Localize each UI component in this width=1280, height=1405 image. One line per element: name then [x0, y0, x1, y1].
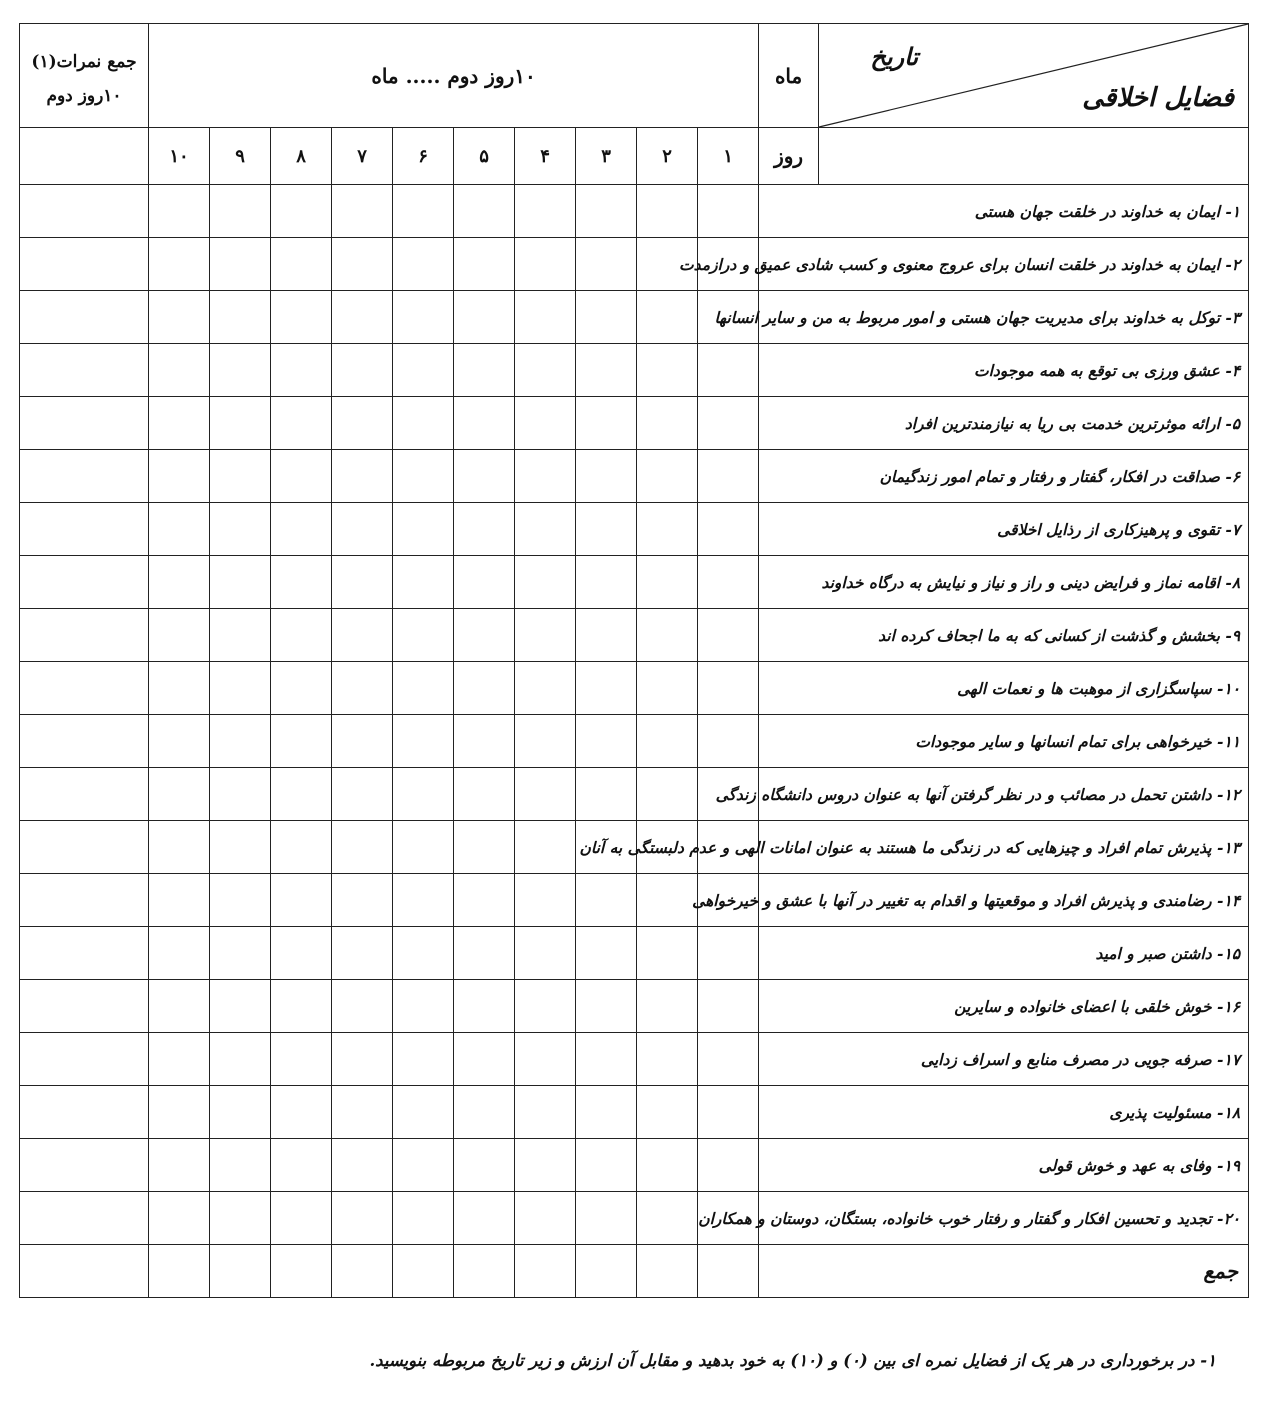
virtue-row	[20, 344, 1249, 397]
score-cell[interactable]	[210, 980, 271, 1033]
score-cell[interactable]	[393, 1139, 454, 1192]
score-cell[interactable]	[271, 768, 332, 821]
virtue-label: ۳- توکل به خداوند برای مدیریت جهان هستی و امور مربوط به من و سایر انسانها	[759, 291, 1249, 344]
score-cell[interactable]	[698, 662, 759, 715]
score-cell[interactable]	[698, 609, 759, 662]
score-cell[interactable]	[271, 609, 332, 662]
score-cell[interactable]	[332, 450, 393, 503]
row-sum-cell[interactable]	[20, 344, 149, 397]
score-cell[interactable]	[393, 1245, 454, 1298]
virtue-row	[20, 185, 1249, 238]
score-cell[interactable]	[637, 450, 698, 503]
score-cell[interactable]	[149, 1192, 210, 1245]
score-cell[interactable]	[332, 1192, 393, 1245]
score-cell[interactable]	[576, 450, 637, 503]
score-cell[interactable]	[271, 1033, 332, 1086]
day-number-header: ۹	[210, 128, 271, 185]
score-cell[interactable]	[637, 291, 698, 344]
virtue-label: ۵- ارائه موثرترین خدمت بی ریا به نیازمندترین افراد	[759, 397, 1249, 450]
score-cell[interactable]	[576, 503, 637, 556]
score-cell[interactable]	[576, 1139, 637, 1192]
score-cell[interactable]	[271, 291, 332, 344]
score-cell[interactable]	[149, 874, 210, 927]
score-cell[interactable]	[698, 185, 759, 238]
score-cell[interactable]	[210, 1192, 271, 1245]
row-sum-cell[interactable]	[20, 768, 149, 821]
score-cell[interactable]	[637, 874, 698, 927]
score-cell[interactable]	[454, 662, 515, 715]
virtue-label: ۲۰- تجدید و تحسین افکار و گفتار و رفتار خوب خانواده، بستگان، دوستان و همکاران	[759, 1192, 1249, 1245]
score-cell[interactable]	[454, 1033, 515, 1086]
score-cell[interactable]	[576, 344, 637, 397]
score-cell[interactable]	[637, 344, 698, 397]
score-cell[interactable]	[210, 715, 271, 768]
virtue-row	[20, 1139, 1249, 1192]
virtue-label: ۹- بخشش و گذشت از کسانی که به ما اجحاف کرده اند	[759, 609, 1249, 662]
score-cell[interactable]	[271, 185, 332, 238]
virtue-label: ۱- ایمان به خداوند در خلقت جهان هستی	[759, 185, 1249, 238]
virtue-row	[20, 291, 1249, 344]
score-cell[interactable]	[210, 1245, 271, 1298]
score-cell[interactable]	[393, 980, 454, 1033]
score-cell[interactable]	[454, 1245, 515, 1298]
score-cell[interactable]	[210, 238, 271, 291]
score-cell[interactable]	[576, 238, 637, 291]
score-cell[interactable]	[515, 821, 576, 874]
virtue-label: ۱۳- پذیرش تمام افراد و چیزهایی که در زندگی ما هستند به عنوان امانات الهی و عدم دلبستگی به آنان	[759, 821, 1249, 874]
score-cell[interactable]	[576, 291, 637, 344]
score-cell[interactable]	[271, 1139, 332, 1192]
day-number-header: ۲	[637, 128, 698, 185]
score-cell[interactable]	[576, 1086, 637, 1139]
score-cell[interactable]	[210, 927, 271, 980]
day-number-header: ۷	[332, 128, 393, 185]
score-cell[interactable]	[454, 1086, 515, 1139]
score-cell[interactable]	[149, 1139, 210, 1192]
score-cell[interactable]	[210, 1033, 271, 1086]
score-cell[interactable]	[210, 821, 271, 874]
score-cell[interactable]	[271, 238, 332, 291]
virtue-row	[20, 556, 1249, 609]
score-cell[interactable]	[393, 556, 454, 609]
score-cell[interactable]	[149, 980, 210, 1033]
score-cell[interactable]	[332, 1033, 393, 1086]
score-cell[interactable]	[576, 1033, 637, 1086]
virtue-label: ۱۸- مسئولیت پذیری	[759, 1086, 1249, 1139]
virtue-row	[20, 662, 1249, 715]
score-cell[interactable]	[637, 185, 698, 238]
total-label: جمع	[759, 1245, 1249, 1298]
score-cell[interactable]	[332, 980, 393, 1033]
score-cell[interactable]	[515, 927, 576, 980]
row-sum-cell[interactable]	[20, 662, 149, 715]
score-cell[interactable]	[698, 1245, 759, 1298]
row-sum-cell[interactable]	[20, 556, 149, 609]
score-cell[interactable]	[637, 397, 698, 450]
score-cell[interactable]	[149, 1086, 210, 1139]
score-cell[interactable]	[393, 185, 454, 238]
score-cell[interactable]	[698, 450, 759, 503]
score-cell[interactable]	[515, 450, 576, 503]
score-cell[interactable]	[515, 1086, 576, 1139]
score-cell[interactable]	[149, 662, 210, 715]
score-cell[interactable]	[271, 556, 332, 609]
score-cell[interactable]	[332, 344, 393, 397]
virtue-label: ۴- عشق ورزی بی توقع به همه موجودات	[759, 344, 1249, 397]
score-cell[interactable]	[149, 450, 210, 503]
score-cell[interactable]	[637, 927, 698, 980]
score-cell[interactable]	[454, 609, 515, 662]
row-sum-cell[interactable]	[20, 291, 149, 344]
sum-header-line1: جمع نمرات(۱)	[31, 51, 137, 72]
score-cell[interactable]	[576, 874, 637, 927]
row-sum-cell[interactable]	[20, 821, 149, 874]
score-cell[interactable]	[332, 397, 393, 450]
score-cell[interactable]	[271, 1245, 332, 1298]
score-cell[interactable]	[515, 344, 576, 397]
score-cell[interactable]	[515, 662, 576, 715]
row-sum-cell[interactable]	[20, 450, 149, 503]
virtue-label: ۷- تقوی و پرهیزکاری از رذایل اخلاقی	[759, 503, 1249, 556]
row-sum-cell[interactable]	[20, 874, 149, 927]
score-cell[interactable]	[210, 344, 271, 397]
score-cell[interactable]	[149, 768, 210, 821]
score-cell[interactable]	[454, 344, 515, 397]
score-cell[interactable]	[149, 344, 210, 397]
virtue-row	[20, 821, 1249, 874]
score-cell[interactable]	[454, 185, 515, 238]
score-cell[interactable]	[698, 1033, 759, 1086]
score-cell[interactable]	[637, 1086, 698, 1139]
header-row-1	[20, 24, 1249, 128]
score-cell[interactable]	[271, 1192, 332, 1245]
score-cell[interactable]	[271, 344, 332, 397]
sum-header-cell	[20, 24, 149, 128]
score-cell[interactable]	[332, 1139, 393, 1192]
virtue-row	[20, 397, 1249, 450]
score-cell[interactable]	[515, 609, 576, 662]
day-label: روز	[759, 128, 819, 185]
score-cell[interactable]	[393, 927, 454, 980]
days-title: ۱۰روز دوم ..... ماه	[149, 24, 759, 128]
score-cell[interactable]	[149, 291, 210, 344]
total-row	[20, 1245, 1249, 1298]
score-cell[interactable]	[698, 1086, 759, 1139]
score-cell[interactable]	[515, 556, 576, 609]
score-cell[interactable]	[393, 715, 454, 768]
score-cell[interactable]	[332, 1245, 393, 1298]
score-cell[interactable]	[637, 662, 698, 715]
row-sum-cell[interactable]	[20, 1139, 149, 1192]
score-cell[interactable]	[271, 1086, 332, 1139]
score-cell[interactable]	[271, 927, 332, 980]
score-cell[interactable]	[149, 715, 210, 768]
score-cell[interactable]	[454, 1139, 515, 1192]
score-cell[interactable]	[454, 397, 515, 450]
virtue-row	[20, 609, 1249, 662]
row-sum-cell[interactable]	[20, 397, 149, 450]
score-cell[interactable]	[149, 503, 210, 556]
score-cell[interactable]	[393, 291, 454, 344]
score-cell[interactable]	[393, 344, 454, 397]
score-cell[interactable]	[454, 1192, 515, 1245]
day-number-header: ۱۰	[149, 128, 210, 185]
score-cell[interactable]	[515, 185, 576, 238]
score-cell[interactable]	[393, 662, 454, 715]
score-cell[interactable]	[332, 556, 393, 609]
score-cell[interactable]	[393, 1192, 454, 1245]
score-cell[interactable]	[149, 927, 210, 980]
score-cell[interactable]	[698, 503, 759, 556]
virtue-label: ۱۰- سپاسگزاری از موهبت ها و نعمات الهی	[759, 662, 1249, 715]
virtue-row	[20, 1033, 1249, 1086]
row-sum-cell[interactable]	[20, 609, 149, 662]
score-cell[interactable]	[698, 715, 759, 768]
score-cell[interactable]	[332, 291, 393, 344]
row-sum-cell[interactable]	[20, 1192, 149, 1245]
score-cell[interactable]	[454, 556, 515, 609]
virtue-label: ۱۱- خیرخواهی برای تمام انسانها و سایر موجودات	[759, 715, 1249, 768]
diagonal-header-cell	[819, 24, 1249, 128]
virtue-label: ۱۵- داشتن صبر و امید	[759, 927, 1249, 980]
score-cell[interactable]	[210, 556, 271, 609]
row-sum-cell[interactable]	[20, 1033, 149, 1086]
score-cell[interactable]	[515, 874, 576, 927]
score-cell[interactable]	[576, 1245, 637, 1298]
score-cell[interactable]	[454, 291, 515, 344]
virtue-row	[20, 450, 1249, 503]
score-cell[interactable]	[576, 556, 637, 609]
score-cell[interactable]	[271, 450, 332, 503]
score-cell[interactable]	[454, 450, 515, 503]
virtues-table	[19, 23, 1249, 1298]
score-cell[interactable]	[515, 715, 576, 768]
score-cell[interactable]	[332, 185, 393, 238]
row-sum-cell[interactable]	[20, 927, 149, 980]
score-cell[interactable]	[210, 291, 271, 344]
score-cell[interactable]	[454, 927, 515, 980]
score-cell[interactable]	[332, 715, 393, 768]
row-sum-cell[interactable]	[20, 503, 149, 556]
score-cell[interactable]	[454, 821, 515, 874]
score-cell[interactable]	[393, 1086, 454, 1139]
day-number-header: ۴	[515, 128, 576, 185]
virtue-label: ۶- صداقت در افکار، گفتار و رفتار و تمام امور زندگیمان	[759, 450, 1249, 503]
score-cell[interactable]	[210, 503, 271, 556]
score-cell[interactable]	[698, 927, 759, 980]
virtue-row	[20, 980, 1249, 1033]
score-cell[interactable]	[515, 1033, 576, 1086]
score-cell[interactable]	[210, 609, 271, 662]
score-cell[interactable]	[576, 927, 637, 980]
date-label: تاریخ	[870, 42, 919, 71]
sum-column-cell[interactable]	[20, 128, 149, 185]
month-label: ماه	[759, 24, 819, 128]
score-cell[interactable]	[637, 1033, 698, 1086]
row-sum-cell[interactable]	[20, 1086, 149, 1139]
virtue-row	[20, 1086, 1249, 1139]
score-cell[interactable]	[637, 556, 698, 609]
score-cell[interactable]	[149, 609, 210, 662]
virtue-label: ۱۹- وفای به عهد و خوش قولی	[759, 1139, 1249, 1192]
footnote: ۱- در برخورداری در هر یک از فضایل نمره ای بین (۰) و (۱۰) به خود بدهید و مقابل آن ارزش و زیر تاریخ مربوطه بنویسید.	[369, 1351, 1216, 1370]
score-cell[interactable]	[454, 874, 515, 927]
virtue-row	[20, 715, 1249, 768]
virtue-label: ۱۴- رضامندی و پذیرش افراد و موقعیتها و اقدام به تغییر در آنها با عشق و خیرخواهی	[759, 874, 1249, 927]
score-cell[interactable]	[698, 980, 759, 1033]
virtue-label: ۲- ایمان به خداوند در خلقت انسان برای عروج معنوی و کسب شادی عمیق و درازمدت	[759, 238, 1249, 291]
virtues-sheet	[19, 23, 1248, 1370]
score-cell[interactable]	[393, 874, 454, 927]
virtue-row	[20, 1192, 1249, 1245]
score-cell[interactable]	[637, 768, 698, 821]
score-cell[interactable]	[210, 662, 271, 715]
score-cell[interactable]	[454, 238, 515, 291]
score-cell[interactable]	[637, 1139, 698, 1192]
score-cell[interactable]	[393, 397, 454, 450]
score-cell[interactable]	[332, 768, 393, 821]
score-cell[interactable]	[515, 503, 576, 556]
virtue-row	[20, 238, 1249, 291]
score-cell[interactable]	[454, 768, 515, 821]
score-cell[interactable]	[393, 609, 454, 662]
score-cell[interactable]	[332, 238, 393, 291]
score-cell[interactable]	[637, 980, 698, 1033]
score-cell[interactable]	[515, 1139, 576, 1192]
day-number-header: ۵	[454, 128, 515, 185]
score-cell[interactable]	[149, 397, 210, 450]
score-cell[interactable]	[515, 1245, 576, 1298]
row-sum-cell[interactable]	[20, 715, 149, 768]
score-cell[interactable]	[210, 874, 271, 927]
score-cell[interactable]	[454, 503, 515, 556]
virtue-row	[20, 768, 1249, 821]
score-cell[interactable]	[637, 609, 698, 662]
score-cell[interactable]	[698, 556, 759, 609]
score-cell[interactable]	[271, 715, 332, 768]
virtues-label: فضایل اخلاقی	[1082, 83, 1235, 113]
virtue-row	[20, 503, 1249, 556]
score-cell[interactable]	[271, 503, 332, 556]
score-cell[interactable]	[637, 503, 698, 556]
score-cell[interactable]	[454, 715, 515, 768]
virtue-label: ۱۶- خوش خلقی با اعضای خانواده و سایرین	[759, 980, 1249, 1033]
score-cell[interactable]	[515, 980, 576, 1033]
score-cell[interactable]	[393, 768, 454, 821]
score-cell[interactable]	[149, 821, 210, 874]
score-cell[interactable]	[210, 185, 271, 238]
virtue-label: ۱۲- داشتن تحمل در مصائب و در نظر گرفتن آنها به عنوان دروس دانشگاه زندگی	[759, 768, 1249, 821]
score-cell[interactable]	[576, 715, 637, 768]
score-cell[interactable]	[576, 397, 637, 450]
blank-under-diagonal	[819, 128, 1249, 185]
score-cell[interactable]	[149, 1033, 210, 1086]
score-cell[interactable]	[576, 980, 637, 1033]
score-cell[interactable]	[149, 238, 210, 291]
score-cell[interactable]	[393, 503, 454, 556]
score-cell[interactable]	[332, 503, 393, 556]
score-cell[interactable]	[393, 450, 454, 503]
score-cell[interactable]	[393, 821, 454, 874]
score-cell[interactable]	[332, 874, 393, 927]
score-cell[interactable]	[576, 609, 637, 662]
score-cell[interactable]	[515, 238, 576, 291]
score-cell[interactable]	[515, 1192, 576, 1245]
score-cell[interactable]	[698, 397, 759, 450]
virtue-row	[20, 874, 1249, 927]
score-cell[interactable]	[515, 768, 576, 821]
day-number-header: ۳	[576, 128, 637, 185]
score-cell[interactable]	[332, 1086, 393, 1139]
day-number-header: ۶	[393, 128, 454, 185]
virtue-label: ۸- اقامه نماز و فرایض دینی و راز و نیاز و نیایش به درگاه خداوند	[759, 556, 1249, 609]
score-cell[interactable]	[149, 556, 210, 609]
score-cell[interactable]	[271, 662, 332, 715]
day-number-header: ۸	[271, 128, 332, 185]
score-cell[interactable]	[271, 874, 332, 927]
score-cell[interactable]	[576, 662, 637, 715]
score-cell[interactable]	[149, 1245, 210, 1298]
score-cell[interactable]	[210, 1086, 271, 1139]
row-sum-cell[interactable]	[20, 238, 149, 291]
header-row-days	[20, 128, 1249, 185]
score-cell[interactable]	[698, 1139, 759, 1192]
virtue-label: ۱۷- صرفه جویی در مصرف منابع و اسراف زدایی	[759, 1033, 1249, 1086]
score-cell[interactable]	[637, 1245, 698, 1298]
score-cell[interactable]	[149, 185, 210, 238]
score-cell[interactable]	[210, 397, 271, 450]
score-cell[interactable]	[332, 609, 393, 662]
row-sum-cell[interactable]	[20, 185, 149, 238]
row-sum-cell[interactable]	[20, 1245, 149, 1298]
score-cell[interactable]	[637, 715, 698, 768]
score-cell[interactable]	[332, 821, 393, 874]
score-cell[interactable]	[393, 1033, 454, 1086]
score-cell[interactable]	[576, 185, 637, 238]
score-cell[interactable]	[271, 397, 332, 450]
day-number-header: ۱	[698, 128, 759, 185]
score-cell[interactable]	[576, 1192, 637, 1245]
score-cell[interactable]	[637, 1192, 698, 1245]
score-cell[interactable]	[698, 344, 759, 397]
score-cell[interactable]	[210, 768, 271, 821]
score-cell[interactable]	[515, 397, 576, 450]
score-cell[interactable]	[576, 768, 637, 821]
score-cell[interactable]	[271, 980, 332, 1033]
score-cell[interactable]	[332, 927, 393, 980]
score-cell[interactable]	[454, 980, 515, 1033]
score-cell[interactable]	[332, 662, 393, 715]
score-cell[interactable]	[515, 291, 576, 344]
sum-header-line2: ۱۰روز دوم	[46, 85, 122, 106]
score-cell[interactable]	[210, 1139, 271, 1192]
row-sum-cell[interactable]	[20, 980, 149, 1033]
score-cell[interactable]	[210, 450, 271, 503]
score-cell[interactable]	[393, 238, 454, 291]
virtue-row	[20, 927, 1249, 980]
score-cell[interactable]	[271, 821, 332, 874]
